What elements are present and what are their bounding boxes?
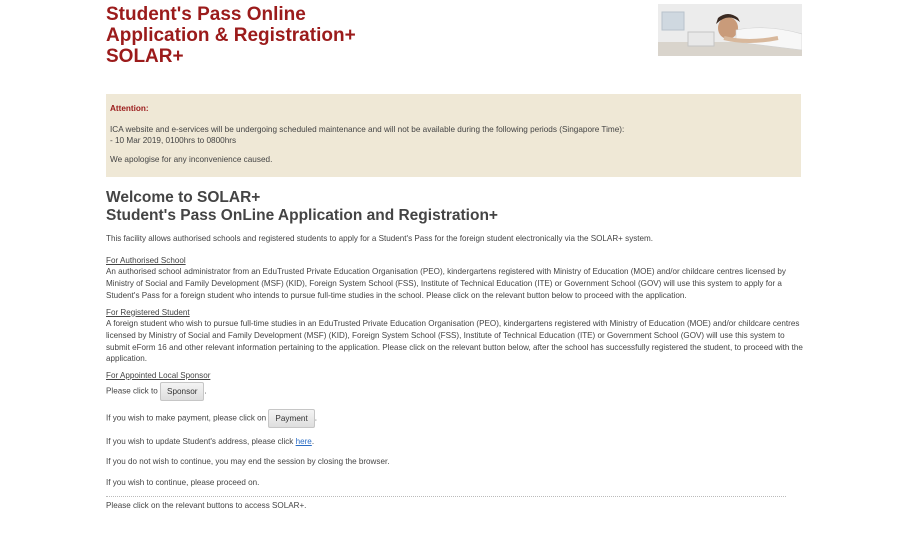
payment-row <box>106 409 806 428</box>
update-address-link[interactable]: here <box>295 436 312 446</box>
notice-heading: Attention: <box>110 104 149 113</box>
payment-button[interactable]: Payment <box>268 409 314 428</box>
section-heading-sponsor: For Appointed Local Sponsor <box>106 371 211 381</box>
payment-suffix: . <box>314 413 317 423</box>
app-title-line1: Student's Pass Online <box>106 4 306 25</box>
welcome-title: Welcome to SOLAR+ <box>106 189 261 206</box>
welcome-subtitle: Student's Pass OnLine Application and Registration+ <box>106 207 498 224</box>
notice-text: ICA website and e-services will be undergoing scheduled maintenance and will not be available during the following periods (Singapore Time): <box>110 125 625 134</box>
sponsor-button[interactable]: Sponsor <box>160 382 205 401</box>
header-banner-image <box>658 4 802 56</box>
sponsor-row <box>106 382 806 401</box>
section-heading-school: For Authorised School <box>106 255 186 265</box>
intro-text: This facility allows authorised schools and registered students to apply for a Student's Pass for the foreign student electronically via the SOLAR+ system. <box>106 234 654 243</box>
payment-prefix: If you wish to make payment, please click on <box>106 413 267 423</box>
notice-period: - 10 Mar 2019, 0100hrs to 0800hrs <box>110 136 237 145</box>
section-text-student: A foreign student who wish to pursue full-time studies in an EduTrusted Private Education Organisation (PEO), kindergartens registered with Ministry of Education (MOE) and/or childcare centres licensed by Ministry of Social and Family Development (MSF) (KID), Foreign System School (FSS), Institute of Technical Education (ITE) or Government School (GOV) will use this system to submit eForm 16 and other relevant information pertaining to the application. Please click on the relevant button below, after the school has successfully registered the student, to proceed with the application. <box>106 319 803 364</box>
sponsor-prefix: Please click to <box>106 386 158 396</box>
section-text-school: An authorised school administrator from an EduTrusted Private Education Organisation (PEO), kindergartens registered with Ministry of Education (MOE) and/or childcare centres licensed by Ministry of Social and Family Development (MSF) (KID), Foreign System School (FSS), Institute of Technical Education (ITE) or Government School (GOV) will use this system to apply for a Student's Pass for a foreign student who intends to pursue full-time studies in the school. Please click on the relevant button below to proceed with the application. <box>106 267 786 300</box>
access-note: Please click on the relevant buttons to access SOLAR+. <box>106 500 307 510</box>
address-prefix: If you wish to update Student's address, please click <box>106 436 294 446</box>
app-title-line2: Application & Registration+ <box>106 25 356 46</box>
continue-note: If you wish to continue, please proceed on. <box>106 478 260 488</box>
address-row <box>106 436 806 448</box>
page-header <box>106 4 356 67</box>
main-content <box>106 233 806 512</box>
app-title-line3: SOLAR+ <box>106 46 184 67</box>
welcome-heading-block <box>106 189 498 225</box>
section-heading-student: For Registered Student <box>106 307 190 317</box>
address-suffix: . <box>311 436 315 446</box>
resting-student-illustration <box>658 4 802 56</box>
maintenance-notice <box>106 94 801 177</box>
divider <box>106 496 786 497</box>
notice-apology: We apologise for any inconvenience caused. <box>110 155 273 164</box>
end-session-note: If you do not wish to continue, you may end the session by closing the browser. <box>106 457 390 467</box>
sponsor-suffix: . <box>204 386 207 396</box>
